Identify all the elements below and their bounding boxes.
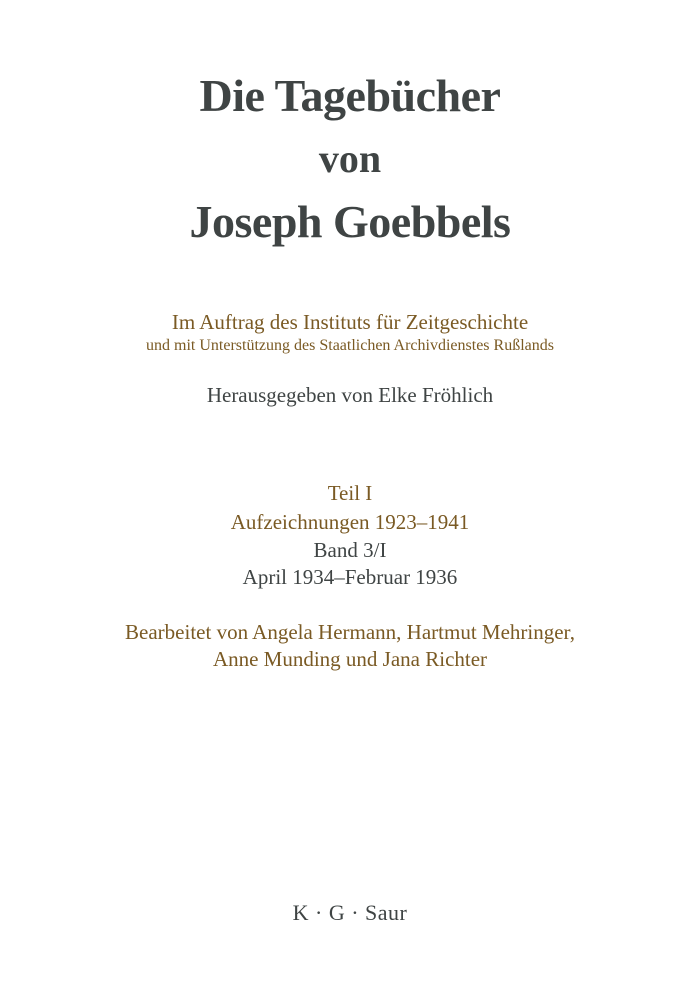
volume-records: Aufzeichnungen 1923–1941 [230,510,470,534]
title-line-1: Die Tagebücher [199,70,501,121]
contributors-line-1: Bearbeitet von Angela Hermann, Hartmut Mehringer, [125,620,575,644]
commission-line-2: und mit Unterstützung des Staatlichen Archivdienstes Rußlands [146,337,554,354]
commission-line-1: Im Auftrag des Instituts für Zeitgeschichte [171,310,529,334]
publisher-logo: K · G · Saur [292,900,408,925]
editor-credit: Herausgegeben von Elke Fröhlich [206,383,494,407]
volume-band: Band 3/I [313,538,387,562]
volume-part: Teil I [327,481,373,505]
title-line-3: Joseph Goebbels [189,196,511,247]
title-line-2: von [318,136,382,181]
contributors-line-2: Anne Munding und Jana Richter [212,647,488,671]
volume-period: April 1934–Februar 1936 [242,565,458,589]
